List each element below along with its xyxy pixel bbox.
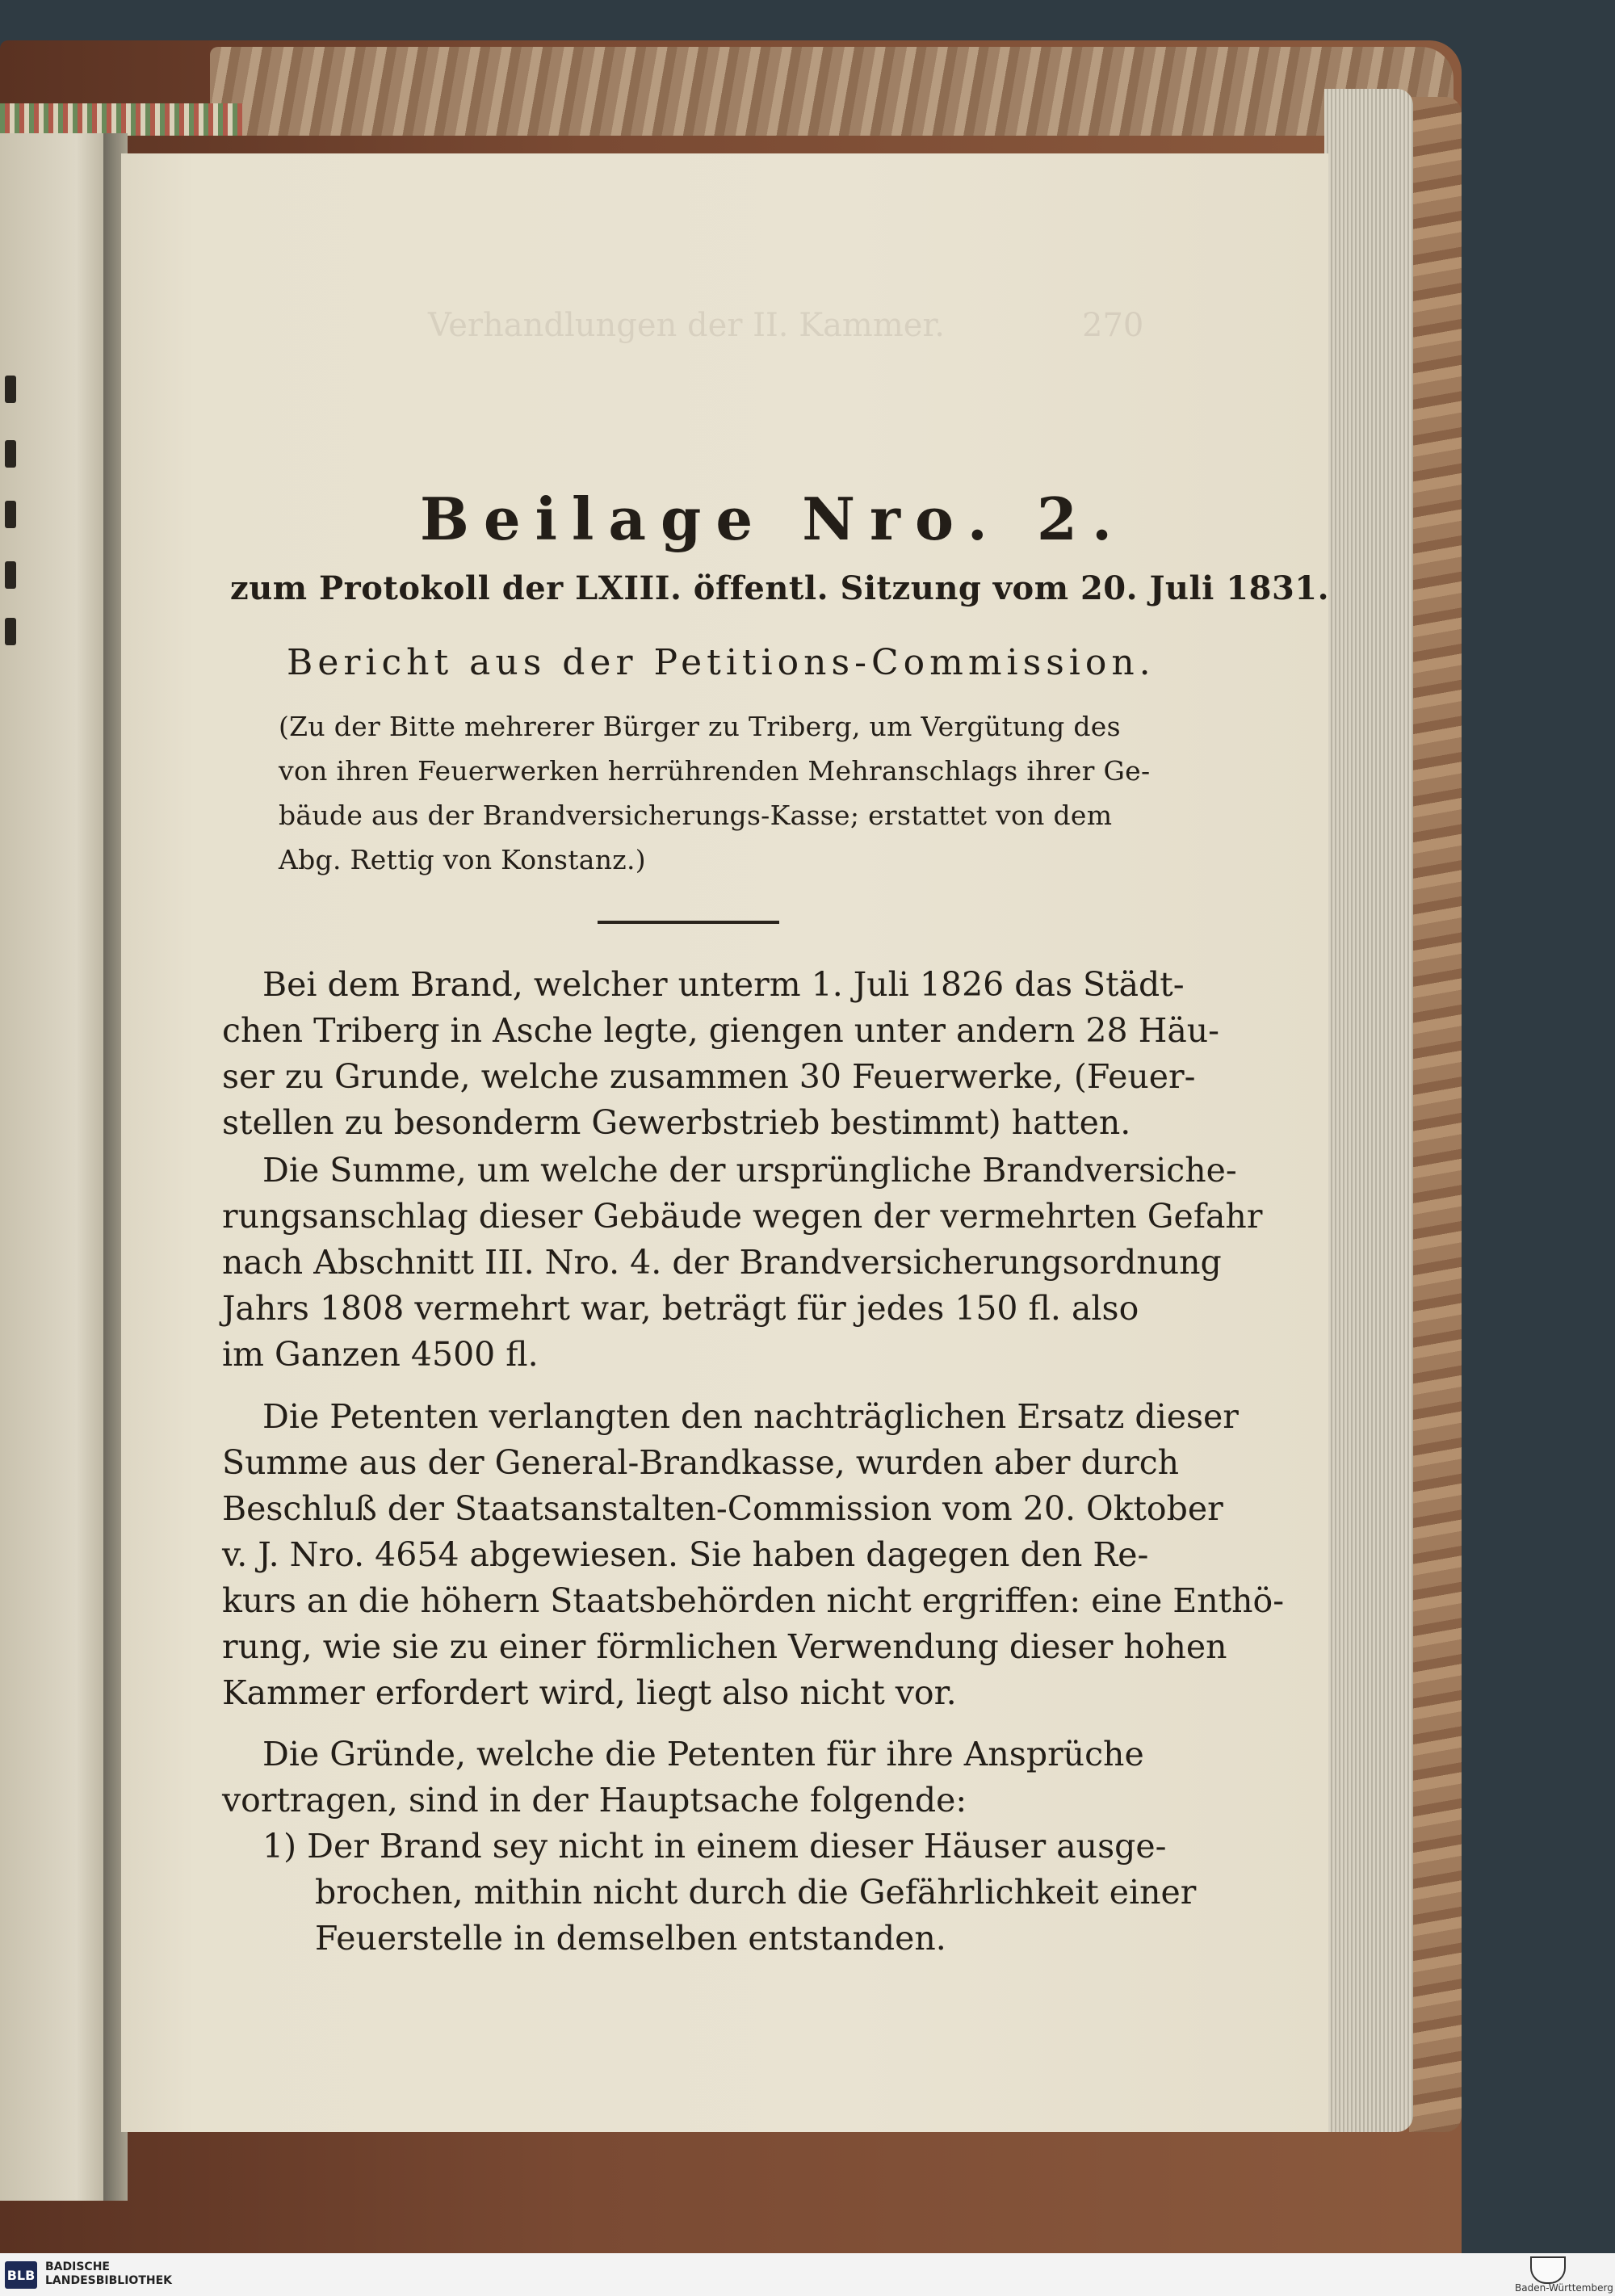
partner-name: Baden-Württemberg: [1515, 2282, 1613, 2294]
body-line: chen Triberg in Asche legte, giengen unter andern 28 Häu-: [222, 1011, 1220, 1050]
body-line: Jahrs 1808 vermehrt war, beträgt für jedes 150 fl. also: [222, 1289, 1139, 1328]
body-line: Die Petenten verlangten den nachträglichen Ersatz dieser: [262, 1397, 1239, 1436]
body-line: rung, wie sie zu einer förmlichen Verwendung dieser hohen: [222, 1627, 1227, 1666]
blb-logo: BLB: [5, 2261, 37, 2289]
library-name: [45, 2260, 172, 2288]
book-top-edge: [210, 47, 1454, 136]
page-edges: [1324, 89, 1413, 2132]
page-title: Beilage Nro. 2.: [420, 485, 1127, 553]
report-heading: Bericht aus der Petitions-Commission.: [287, 642, 1156, 683]
body-line: stellen zu besonderm Gewerbstrieb bestimmt) hatten.: [222, 1103, 1131, 1142]
library-line-1: BADISCHE: [45, 2260, 110, 2273]
body-line: im Ganzen 4500 fl.: [222, 1335, 539, 1374]
body-line: nach Abschnitt III. Nro. 4. der Brandversicherungsordnung: [222, 1243, 1222, 1282]
note-line: (Zu der Bitte mehrerer Bürger zu Triberg, um Vergütung des: [279, 711, 1121, 742]
note-line: von ihren Feuerwerken herrührenden Mehranschlags ihrer Ge-: [279, 755, 1151, 787]
library-line-2: LANDESBIBLIOTHEK: [45, 2274, 173, 2287]
page-subtitle: zum Protokoll der LXIII. öffentl. Sitzung vom 20. Juli 1831.: [230, 569, 1330, 607]
body-line: Bei dem Brand, welcher unterm 1. Juli 1826 das Städt-: [262, 965, 1185, 1004]
body-line: Die Summe, um welche der ursprüngliche Brandversiche-: [262, 1151, 1237, 1190]
book-right-cover: [1409, 97, 1462, 2132]
body-line: brochen, mithin nicht durch die Gefährlichkeit einer: [315, 1873, 1197, 1912]
body-line: Beschluß der Staatsanstalten-Commission vom 20. Oktober: [222, 1489, 1223, 1528]
section-divider: [598, 921, 779, 924]
left-page: [0, 133, 109, 2201]
body-line: kurs an die höhern Staatsbehörden nicht ergriffen: eine Enthö-: [222, 1581, 1285, 1620]
bookmark-band: [0, 103, 242, 136]
body-line: v. J. Nro. 4654 abgewiesen. Sie haben dagegen den Re-: [222, 1535, 1149, 1574]
body-line: Feuerstelle in demselben entstanden.: [315, 1919, 946, 1958]
body-line: Kammer erfordert wird, liegt also nicht vor.: [222, 1673, 957, 1712]
note-line: bäude aus der Brandversicherungs-Kasse; erstattet von dem: [279, 800, 1113, 831]
body-line: 1) Der Brand sey nicht in einem dieser Häuser ausge-: [262, 1827, 1167, 1866]
body-line: rungsanschlag dieser Gebäude wegen der vermehrten Gefahr: [222, 1197, 1263, 1236]
body-line: vortragen, sind in der Hauptsache folgende:: [222, 1781, 967, 1820]
note-line: Abg. Rettig von Konstanz.): [279, 844, 646, 875]
body-line: Summe aus der General-Brandkasse, wurden aber durch: [222, 1443, 1180, 1482]
body-line: ser zu Grunde, welche zusammen 30 Feuerwerke, (Feuer-: [222, 1057, 1196, 1096]
body-line: Die Gründe, welche die Petenten für ihre Ansprüche: [262, 1735, 1144, 1773]
footer-bar: [0, 2253, 1615, 2296]
